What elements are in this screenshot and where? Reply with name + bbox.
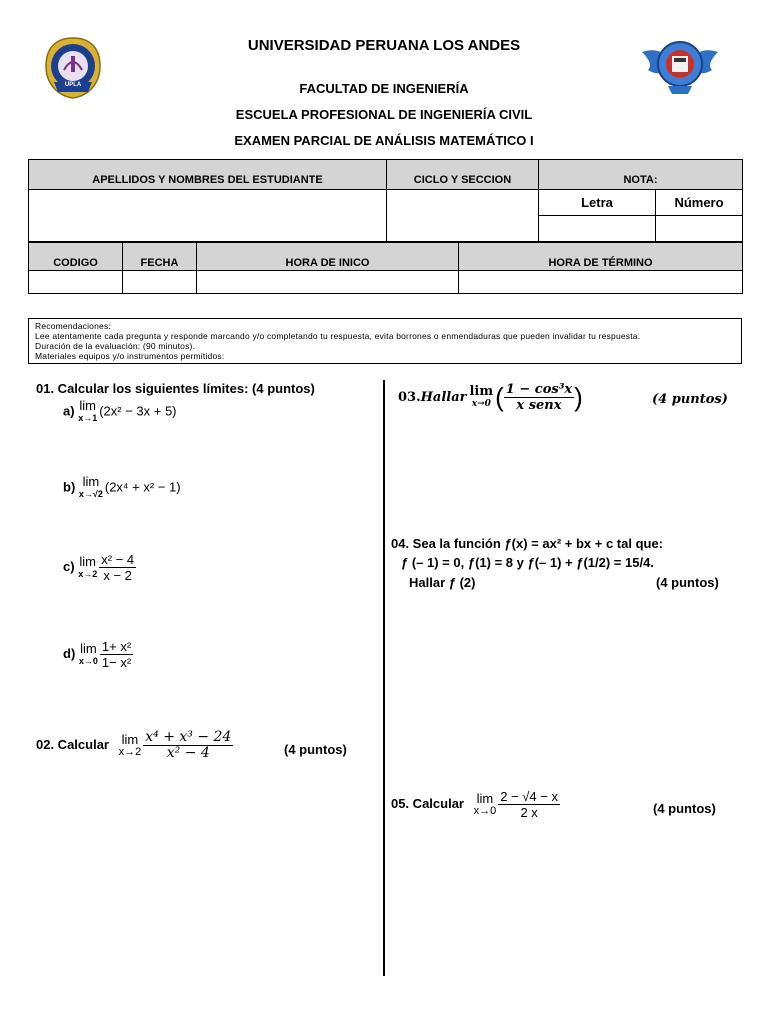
q4-line-2: ƒ (– 1) = 0, ƒ(1) = 8 y ƒ(– 1) + ƒ(1/2) = 15/4. — [401, 555, 654, 570]
q3-denominator: x senx — [516, 398, 562, 413]
q2-numerator: x⁴ + x³ − 24 — [145, 729, 232, 745]
question-1d — [63, 639, 133, 670]
date-header: FECHA — [123, 243, 197, 271]
q1c-sub: x→2 — [78, 568, 98, 579]
q3-lim: lim — [469, 383, 494, 399]
cycle-field[interactable] — [387, 190, 539, 242]
exam-title: EXAMEN PARCIAL DE ANÁLISIS MATEMÁTICO I — [234, 133, 534, 148]
q1b-expr: (2x⁴ + x² − 1) — [104, 479, 181, 495]
q4-line-3: Hallar ƒ (2) — [409, 575, 476, 590]
q3-word: Hallar — [420, 389, 467, 405]
lim-word: lim — [121, 731, 139, 747]
end-time-field[interactable] — [459, 271, 743, 294]
lim-word: lim — [82, 474, 100, 489]
lim-word: lim — [79, 398, 96, 413]
lim-word: lim — [79, 553, 96, 569]
q3-number: 03. — [398, 389, 421, 405]
q1d-numerator: 1+ x² — [101, 639, 132, 654]
lim-word: lim — [476, 790, 494, 806]
grade-letter-field[interactable] — [539, 216, 656, 242]
grade-number-label: Número — [656, 190, 743, 216]
recommendations-line-2: Duración de la evaluación: (90 minutos). — [35, 341, 196, 351]
q5-title: 05. Calcular — [391, 795, 464, 811]
student-info-table — [28, 159, 743, 242]
q2-points: (4 puntos) — [284, 742, 347, 757]
q3-sub: x→0 — [471, 398, 491, 409]
student-name-header: APELLIDOS Y NOMBRES DEL ESTUDIANTE — [29, 160, 387, 190]
code-field[interactable] — [29, 271, 123, 294]
start-time-header: HORA DE INICO — [197, 243, 459, 271]
question-3: 03.Hallar lim x→0 ( $\frac{\text{1 − cos³x}}{\text{x senx}}$ ) — [398, 382, 583, 413]
recommendations-title: Recomendaciones: — [35, 321, 111, 331]
question-2 — [36, 730, 233, 761]
question-5 — [391, 789, 560, 820]
column-divider — [383, 380, 385, 976]
q2-title: 02. Calcular — [36, 736, 109, 752]
q5-points: (4 puntos) — [653, 801, 716, 816]
cycle-header: CICLO Y SECCION — [387, 160, 539, 190]
code-header: CODIGO — [29, 243, 123, 271]
grade-letter-label: Letra — [539, 190, 656, 216]
grade-header: NOTA: — [539, 160, 743, 190]
q1c-label: c) — [63, 558, 75, 574]
q4-line-1: 04. Sea la función ƒ(x) = ax² + bx + c tal que: — [391, 536, 664, 551]
faculty-title: FACULTAD DE INGENIERÍA — [299, 81, 469, 96]
q1b-sub: x→√2 — [78, 489, 103, 499]
start-time-field[interactable] — [197, 271, 459, 294]
logo-text: UPLA — [64, 82, 82, 88]
date-field[interactable] — [123, 271, 197, 294]
q2-denominator: x² − 4 — [166, 745, 210, 761]
recommendations-box — [28, 318, 742, 364]
q5-sub: x→0 — [473, 804, 497, 817]
q2-sub: x→2 — [118, 745, 142, 758]
q1c-denominator: x − 2 — [103, 568, 132, 583]
end-time-header: HORA DE TÉRMINO — [459, 243, 743, 271]
q1d-sub: x→0 — [78, 655, 98, 666]
q1c-numerator: x² − 4 — [101, 552, 135, 567]
recommendations-line-3: Materiales equipos y/o instrumentos permitidos: — [35, 351, 225, 361]
question-1c — [63, 552, 136, 583]
q1a-expr: (2x² − 3x + 5) — [99, 403, 177, 419]
q1a-sub: x→1 — [78, 413, 98, 423]
q5-numerator: 2 − √4 − x — [500, 789, 558, 804]
q3-numerator: 1 − cos³x — [505, 382, 573, 397]
question-1b — [63, 476, 181, 500]
student-name-field[interactable] — [29, 190, 387, 242]
university-title: UNIVERSIDAD PERUANA LOS ANDES — [247, 37, 521, 54]
q1d-label: d) — [63, 645, 76, 661]
lim-word: lim — [80, 640, 97, 656]
q5-denominator: 2 x — [520, 805, 538, 820]
time-info-table — [28, 242, 743, 294]
question-1-title: 01. Calcular los siguientes límites: (4 puntos) — [36, 381, 315, 396]
q4-points: (4 puntos) — [656, 575, 719, 590]
question-1a — [63, 400, 177, 424]
school-title: ESCUELA PROFESIONAL DE INGENIERÍA CIVIL — [235, 107, 533, 122]
q3-points: (4 puntos) — [652, 392, 728, 407]
recommendations-line-1: Lee atentamente cada pregunta y responde marcando y/o completando tu respuesta, evita borrones o enmendaduras que pueden invalidar tu respuesta. — [35, 331, 641, 341]
q1d-denominator: 1− x² — [101, 655, 132, 670]
grade-number-field[interactable] — [656, 216, 743, 242]
q1b-label: b) — [63, 479, 76, 495]
q1a-label: a) — [63, 403, 75, 419]
